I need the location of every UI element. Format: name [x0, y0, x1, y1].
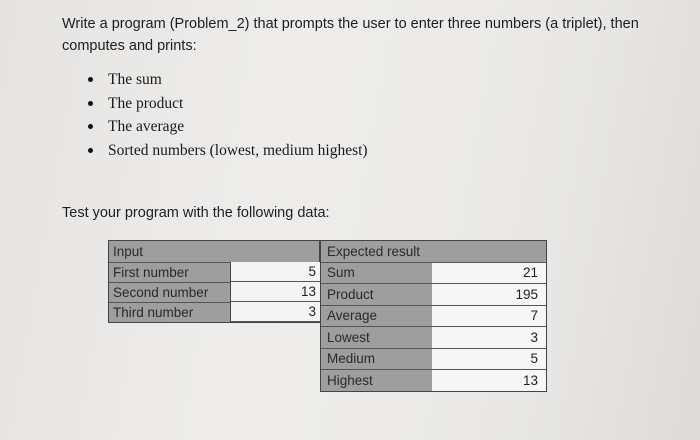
bullet-item: Sorted numbers (lowest, medium highest) [88, 139, 368, 163]
input-header-row [109, 241, 319, 263]
expected-result-values [432, 240, 547, 392]
input-label: Third number [113, 305, 194, 320]
result-value: 195 [432, 284, 546, 306]
input-values-column [230, 262, 320, 322]
result-label: Average [321, 306, 433, 328]
bullet-item: The product [88, 92, 368, 116]
problem-statement: Write a program (Problem_2) that prompts the user to enter three numbers (a triplet), then computes and prints: [62, 16, 639, 54]
result-label: Highest [327, 372, 373, 388]
bullet-item: The sum [88, 68, 368, 92]
result-value: 3 [432, 327, 546, 349]
input-value: 13 [231, 282, 320, 302]
expected-result-labels [320, 240, 434, 392]
result-label: Sum [321, 263, 433, 285]
input-value: 5 [231, 262, 320, 282]
result-value: 13 [432, 370, 546, 391]
result-label: Medium [321, 349, 433, 371]
result-value: 7 [432, 306, 546, 328]
input-label: First number [113, 265, 189, 280]
result-label: Lowest [321, 327, 433, 349]
input-label: Second number [113, 285, 209, 300]
result-values-header [432, 241, 546, 263]
input-value: 3 [231, 302, 320, 322]
result-header: Expected result [321, 241, 433, 263]
result-value: 5 [432, 349, 546, 371]
requirements-list [88, 68, 368, 162]
bullet-item: The average [88, 115, 368, 139]
result-value: 21 [432, 263, 546, 285]
test-instructions: Test your program with the following data: [62, 205, 330, 221]
input-header: Input [113, 244, 144, 259]
result-label: Product [321, 284, 433, 306]
